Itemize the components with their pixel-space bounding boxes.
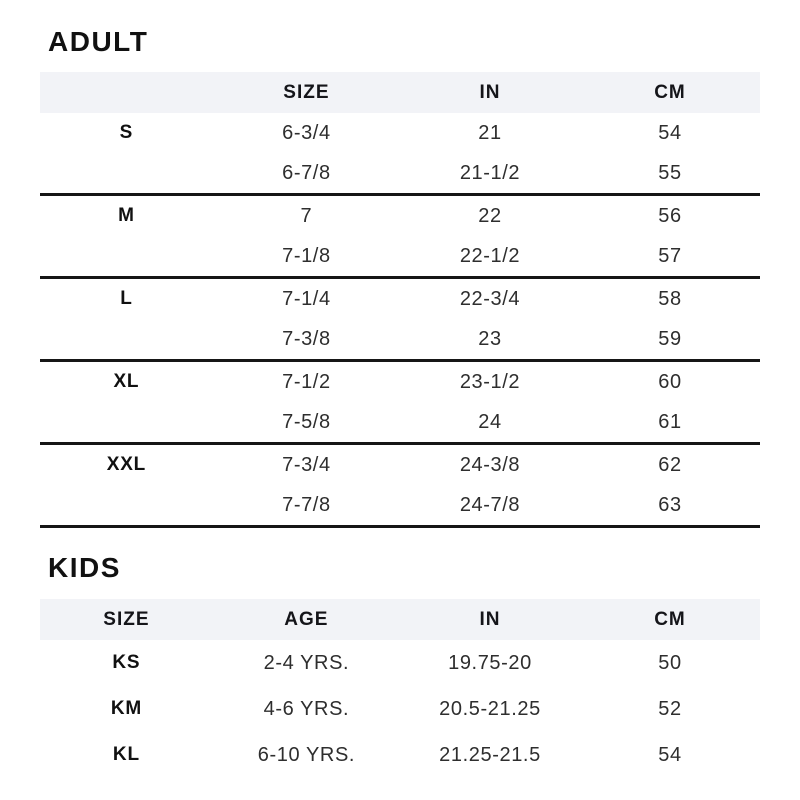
kids-size-table bbox=[40, 599, 760, 778]
kids-header-in: IN bbox=[479, 608, 501, 630]
inches-cell: 22-3/4 bbox=[459, 287, 521, 310]
adult-section-title: ADULT bbox=[48, 26, 149, 57]
table-row bbox=[40, 319, 760, 362]
size-label-cell: S bbox=[119, 122, 134, 143]
table-row bbox=[40, 153, 760, 196]
table-row bbox=[40, 732, 760, 778]
size-label-cell: XXL bbox=[106, 454, 147, 475]
inches-cell: 24 bbox=[478, 410, 502, 433]
table-row bbox=[40, 402, 760, 445]
size-label-cell: L bbox=[120, 288, 133, 309]
cm-cell: 59 bbox=[658, 327, 682, 350]
hat-size-cell: 6-3/4 bbox=[282, 121, 331, 144]
inches-cell: 23 bbox=[478, 327, 502, 350]
kids-header-cm: CM bbox=[654, 608, 686, 630]
inches-cell: 20.5-21.25 bbox=[439, 697, 541, 720]
adult-header-cm: CM bbox=[654, 81, 686, 103]
inches-cell: 22 bbox=[478, 204, 502, 227]
inches-cell: 21 bbox=[478, 121, 502, 144]
adult-header-size: SIZE bbox=[283, 81, 330, 103]
table-row bbox=[40, 236, 760, 279]
cm-cell: 50 bbox=[658, 651, 682, 674]
kids-table-header-row bbox=[40, 599, 760, 640]
hat-size-cell: 7-3/4 bbox=[282, 453, 331, 476]
size-label-cell: KM bbox=[110, 698, 142, 719]
hat-size-cell: 6-7/8 bbox=[282, 161, 331, 184]
adult-table-header-row bbox=[40, 72, 760, 113]
cm-cell: 52 bbox=[658, 697, 682, 720]
kids-header-age: AGE bbox=[284, 608, 329, 630]
cm-cell: 57 bbox=[658, 244, 682, 267]
kids-section-title: KIDS bbox=[48, 552, 121, 583]
age-cell: 2-4 YRS. bbox=[263, 651, 350, 674]
cm-cell: 62 bbox=[658, 453, 682, 476]
adult-size-table bbox=[40, 72, 760, 528]
cm-cell: 61 bbox=[658, 410, 682, 433]
table-row bbox=[40, 686, 760, 732]
inches-cell: 23-1/2 bbox=[459, 370, 521, 393]
table-row bbox=[40, 113, 760, 153]
hat-size-cell: 7-1/2 bbox=[282, 370, 331, 393]
age-cell: 6-10 YRS. bbox=[257, 743, 356, 766]
age-cell: 4-6 YRS. bbox=[263, 697, 350, 720]
cm-cell: 60 bbox=[658, 370, 682, 393]
inches-cell: 24-3/8 bbox=[459, 453, 521, 476]
adult-header-in: IN bbox=[479, 81, 501, 103]
cm-cell: 56 bbox=[658, 204, 682, 227]
cm-cell: 55 bbox=[658, 161, 682, 184]
cm-cell: 58 bbox=[658, 287, 682, 310]
table-row bbox=[40, 279, 760, 319]
size-label-cell: XL bbox=[113, 371, 140, 392]
hat-size-cell: 7 bbox=[300, 204, 313, 227]
cm-cell: 63 bbox=[658, 493, 682, 516]
size-label-cell: KS bbox=[112, 652, 141, 673]
hat-size-cell: 7-7/8 bbox=[282, 493, 331, 516]
cm-cell: 54 bbox=[658, 743, 682, 766]
table-row bbox=[40, 445, 760, 485]
kids-header-size: SIZE bbox=[103, 608, 150, 630]
cm-cell: 54 bbox=[658, 121, 682, 144]
table-row bbox=[40, 362, 760, 402]
inches-cell: 21.25-21.5 bbox=[439, 743, 541, 766]
hat-size-cell: 7-3/8 bbox=[282, 327, 331, 350]
inches-cell: 21-1/2 bbox=[459, 161, 521, 184]
hat-size-cell: 7-1/8 bbox=[282, 244, 331, 267]
table-row bbox=[40, 485, 760, 528]
size-label-cell: KL bbox=[112, 744, 140, 765]
hat-size-cell: 7-1/4 bbox=[282, 287, 331, 310]
hat-size-cell: 7-5/8 bbox=[282, 410, 331, 433]
table-row bbox=[40, 196, 760, 236]
inches-cell: 24-7/8 bbox=[459, 493, 521, 516]
size-label-cell: M bbox=[118, 205, 135, 226]
table-row bbox=[40, 640, 760, 686]
inches-cell: 19.75-20 bbox=[448, 651, 532, 674]
inches-cell: 22-1/2 bbox=[459, 244, 521, 267]
